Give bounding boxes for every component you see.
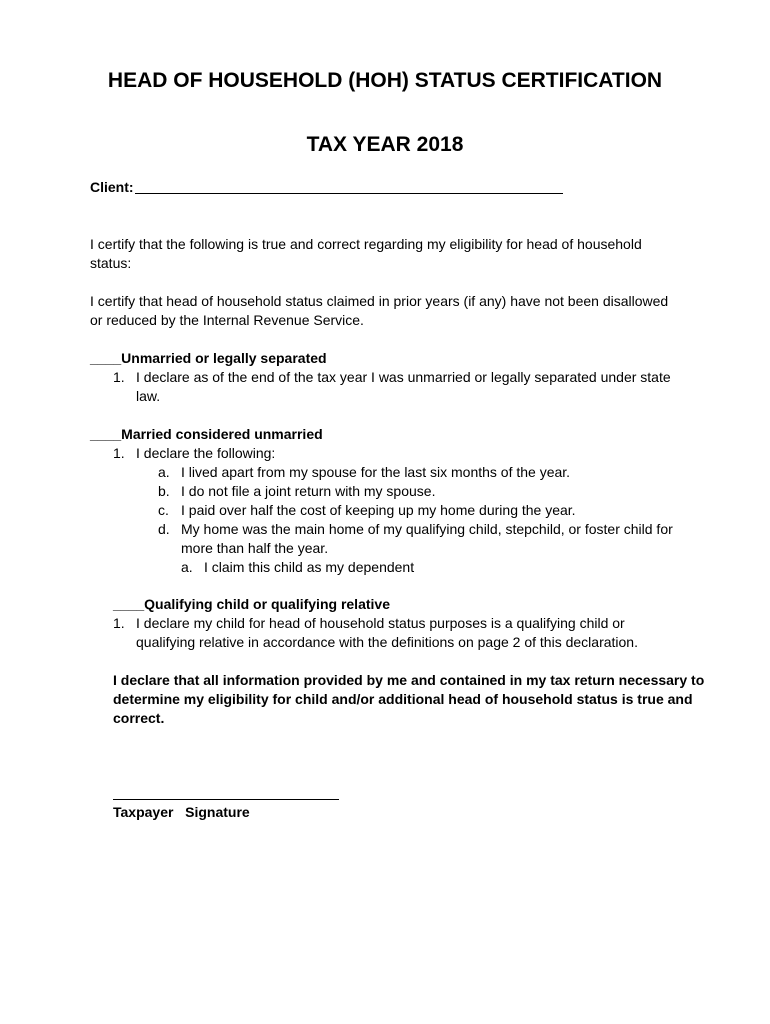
tax-year-heading: TAX YEAR 2018 [306, 133, 464, 156]
unmarried-item-number: 1. [113, 369, 125, 385]
married-subitem-label: c. [158, 502, 169, 518]
unmarried-heading-row [90, 349, 327, 368]
married-subitem-text: I paid over half the cost of keeping up my home during the year. [181, 502, 576, 518]
married-heading-row [90, 425, 323, 444]
unmarried-checkbox-blank[interactable]: ____ [90, 350, 122, 366]
declaration-line-3: correct. [113, 710, 165, 726]
married-subitem-text: I lived apart from my spouse for the last six months of the year. [181, 464, 571, 480]
qualifying-heading-row [113, 595, 390, 614]
qualifying-heading: Qualifying child or qualifying relative [144, 596, 390, 612]
married-subitem-text-continued: more than half the year. [181, 540, 329, 556]
married-item-text: I declare the following: [136, 445, 276, 461]
qualifying-checkbox-blank[interactable]: ____ [113, 596, 145, 612]
client-label: Client: [90, 179, 134, 195]
married-item-number: 1. [113, 445, 125, 461]
married-checkbox-blank[interactable]: ____ [90, 426, 122, 442]
unmarried-item-line-2: law. [136, 388, 161, 404]
certify-prior-line-1: I certify that head of household status claimed in prior years (if any) have not been disallowed [90, 293, 669, 309]
signature-label: Taxpayer Signature [113, 804, 250, 820]
signature-line[interactable] [113, 799, 339, 800]
declaration-line-1: I declare that all information provided by me and contained in my tax return necessary to [113, 672, 705, 688]
married-subitem-text: I do not file a joint return with my spouse. [181, 483, 436, 499]
married-subitem-label: b. [158, 483, 170, 499]
married-heading: Married considered unmarried [121, 426, 323, 442]
unmarried-item-line-1: I declare as of the end of the tax year I was unmarried or legally separated under state [136, 369, 671, 385]
married-subitem-label: a. [158, 464, 170, 480]
married-subitem-text: My home was the main home of my qualifying child, stepchild, or foster child for [181, 521, 673, 537]
declaration-line-2: determine my eligibility for child and/or additional head of household status is true and [113, 691, 693, 707]
unmarried-heading: Unmarried or legally separated [121, 350, 327, 366]
client-input-line[interactable] [135, 193, 563, 194]
qualifying-item-number: 1. [113, 615, 125, 631]
married-nested-text: I claim this child as my dependent [204, 559, 415, 575]
document-title: HEAD OF HOUSEHOLD (HOH) STATUS CERTIFICATION [107, 69, 663, 92]
qualifying-item-line-1: I declare my child for head of household status purposes is a qualifying child or [136, 615, 625, 631]
married-nested-label: a. [181, 559, 193, 575]
qualifying-item-line-2: qualifying relative in accordance with the definitions on page 2 of this declaration. [136, 634, 638, 650]
certify-intro-line-1: I certify that the following is true and correct regarding my eligibility for head of household [90, 236, 642, 252]
married-subitem-label: d. [158, 521, 170, 537]
certify-prior-line-2: or reduced by the Internal Revenue Service. [90, 312, 364, 328]
certify-intro-line-2: status: [90, 255, 132, 271]
